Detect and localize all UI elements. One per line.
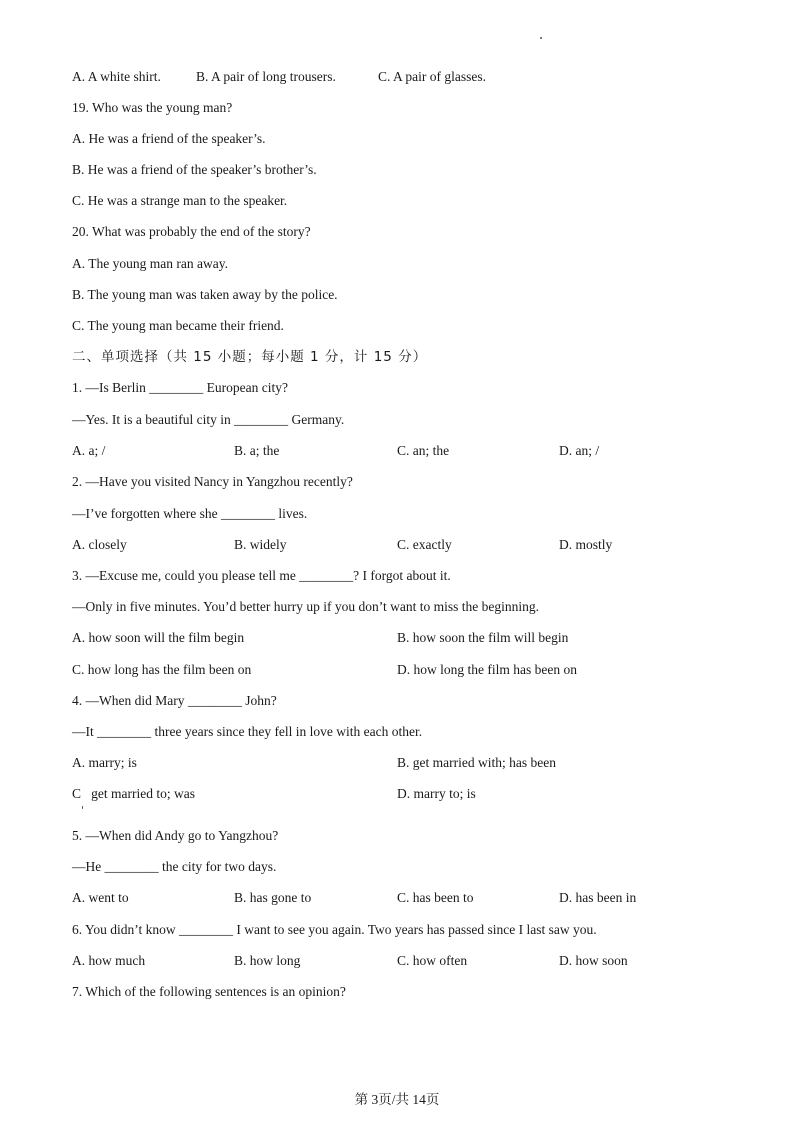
scan-speck (540, 37, 542, 39)
q3-option-b: B. how soon the film will begin (397, 630, 569, 645)
q1-option-d: D. an; / (559, 443, 600, 458)
q3-option-d: D. how long the film has been on (397, 662, 577, 677)
q2-option-a: A. closely (72, 537, 127, 552)
q20-stem: 20. What was probably the end of the story? (72, 224, 311, 239)
page-footer: 第 3页/共 14页 (354, 1092, 440, 1107)
q4-option-b: B. get married with; has been (397, 755, 556, 770)
q2-option-c: C. exactly (397, 537, 452, 552)
q1-option-b: B. a; the (234, 443, 280, 458)
q2-option-b: B. widely (234, 537, 287, 552)
q1-response: —Yes. It is a beautiful city in ________ Germany. (72, 412, 345, 427)
q5-option-a: A. went to (72, 890, 129, 905)
q4-stem: 4. —When did Mary ________ John? (72, 693, 277, 708)
q4-option-d: D. marry to; is (397, 786, 476, 801)
q2-option-d: D. mostly (559, 537, 613, 552)
q4-option-a: A. marry; is (72, 755, 137, 770)
q19-option-b: B. He was a friend of the speaker’s brother’s. (72, 162, 317, 177)
section-title: 二、单项选择（共 15 小题；每小题 1 分，计 15 分） (72, 349, 428, 365)
q6-option-c: C. how often (397, 953, 468, 968)
q19-option-a: A. He was a friend of the speaker’s. (72, 131, 266, 146)
q3-option-c: C. how long has the film been on (72, 662, 252, 677)
q3-response: —Only in five minutes. You’d better hurry up if you don’t want to miss the beginning. (72, 599, 539, 614)
q1-option-a: A. a; / (72, 443, 106, 458)
q18-option-b: B. A pair of long trousers. (196, 69, 336, 84)
q1-stem: 1. —Is Berlin ________ European city? (72, 380, 288, 395)
q7-stem: 7. Which of the following sentences is an opinion? (72, 984, 346, 999)
q20-option-a: A. The young man ran away. (72, 256, 228, 271)
q4-option-c: C get married to; was (72, 786, 195, 801)
q5-option-c: C. has been to (397, 890, 474, 905)
q3-option-a: A. how soon will the film begin (72, 630, 245, 645)
q18-option-a: A. A white shirt. (72, 69, 161, 84)
q18-option-c: C. A pair of glasses. (378, 69, 486, 84)
q5-response: —He ________ the city for two days. (72, 859, 277, 874)
q20-option-b: B. The young man was taken away by the police. (72, 287, 338, 302)
q19-option-c: C. He was a strange man to the speaker. (72, 193, 288, 208)
q4-response: —It ________ three years since they fell in love with each other. (72, 724, 423, 739)
q5-option-d: D. has been in (559, 890, 637, 905)
q5-option-b: B. has gone to (234, 890, 312, 905)
q6-option-a: A. how much (72, 953, 146, 968)
q6-option-b: B. how long (234, 953, 301, 968)
q20-option-c: C. The young man became their friend. (72, 318, 284, 333)
q3-stem: 3. —Excuse me, could you please tell me ________? I forgot about it. (72, 568, 451, 583)
scan-speck (82, 806, 83, 809)
q2-response: —I’ve forgotten where she ________ lives. (72, 506, 308, 521)
q2-stem: 2. —Have you visited Nancy in Yangzhou recently? (72, 474, 353, 489)
q19-stem: 19. Who was the young man? (72, 100, 233, 115)
q5-stem: 5. —When did Andy go to Yangzhou? (72, 828, 279, 843)
q6-stem: 6. You didn’t know ________ I want to see you again. Two years has passed since I last saw you. (72, 922, 597, 937)
q1-option-c: C. an; the (397, 443, 450, 458)
q6-option-d: D. how soon (559, 953, 628, 968)
